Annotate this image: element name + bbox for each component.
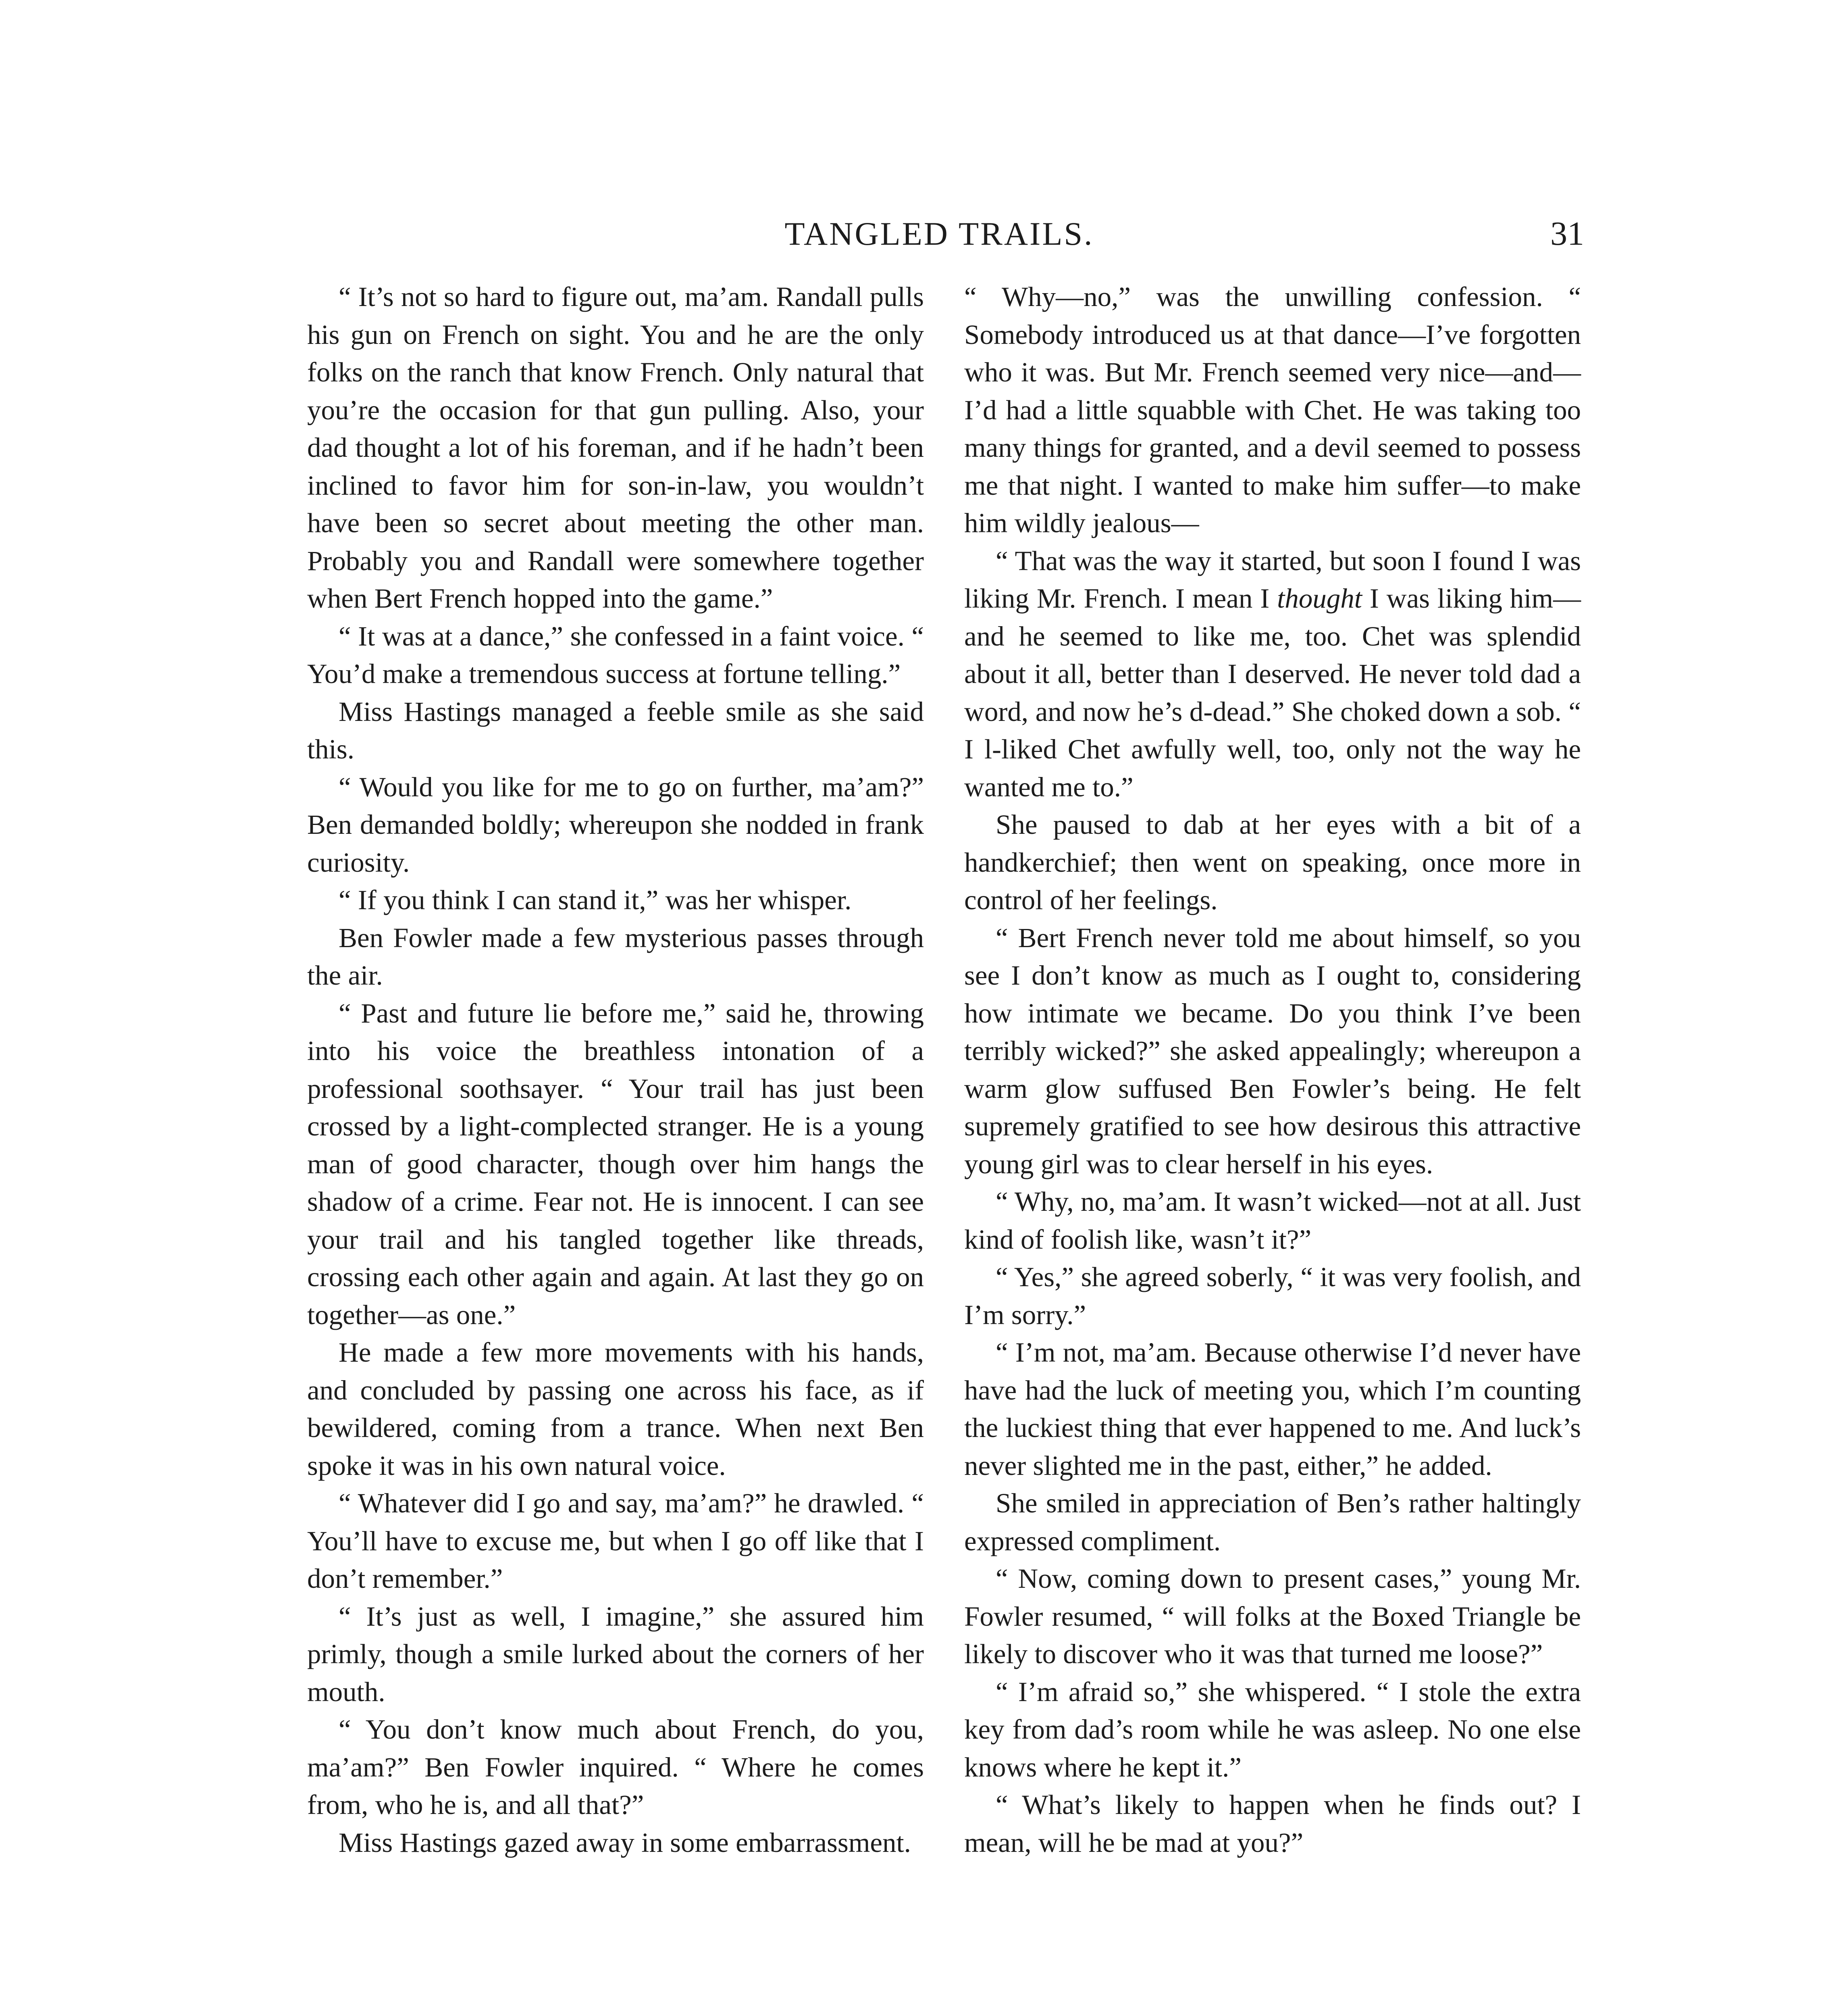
paragraph: “ Bert French never told me about himself, so you see I don’t know as much as I ought to, considering how intimate we became. Do you think I’ve been terribly wicked?” she asked appealingly; whereupon a warm glow suffused Ben Fowler’s being. He felt supremely gratified to see how desirous this attractive young girl was to clear herself in his eyes.: [964, 922, 1581, 1179]
paragraph: “ Why, no, ma’am. It wasn’t wicked—not at all. Just kind of foolish like, wasn’t it?”: [964, 1186, 1581, 1255]
paragraph: “ Why—no,” was the unwilling confession. “ Somebody introduced us at that dance—I’ve forgotten who it was. But Mr. French seemed very nice—and—I’d had a little squabble with Chet. He was taking too many things for granted, and a devil seemed to possess me that night. I wanted to make him suffer—to make him wildly jealous—: [964, 281, 1581, 538]
italic-word: thought: [1277, 583, 1362, 614]
paragraph: “ Would you like for me to go on further, ma’am?” Ben demanded boldly; whereupon she nodded in frank curiosity.: [307, 771, 924, 878]
paragraph: “ Yes,” she agreed soberly, “ it was very foolish, and I’m sorry.”: [964, 1262, 1581, 1330]
paragraph: “ I’m afraid so,” she whispered. “ I stole the extra key from dad’s room while he was asleep. No one else knows where he kept it.”: [964, 1676, 1581, 1783]
paragraph: “ You don’t know much about French, do you, ma’am?” Ben Fowler inquired. “ Where he comes from, who he is, and all that?”: [307, 1714, 924, 1820]
text-span: I was liking him—and he seemed to like me, too. Chet was splendid about it all, better than I deserved. He never told dad a word, and now he’s d-dead.” She choked down a sob. “ I l-liked Chet awfully well, too, only not the way he wanted me to.”: [964, 583, 1581, 802]
paragraph: Miss Hastings gazed away in some embarrassment.: [339, 1827, 911, 1858]
text-span: “ That was the way it started, but soon I found I was liking Mr. French. I mean I: [964, 545, 1581, 614]
paragraph-with-italic: [964, 542, 1581, 806]
paragraph: “ If you think I can stand it,” was her whisper.: [339, 885, 852, 915]
left-column: [307, 278, 924, 1862]
paragraph: “ What’s likely to happen when he finds out? I mean, will he be mad at you?”: [964, 1789, 1581, 1858]
page-header: [294, 210, 1584, 258]
paragraph: “ It was at a dance,” she confessed in a faint voice. “ You’d make a tremendous success at fortune telling.”: [307, 621, 924, 689]
paragraph: She smiled in appreciation of Ben’s rather haltingly expressed compliment.: [964, 1488, 1581, 1556]
paragraph: Miss Hastings managed a feeble smile as she said this.: [307, 696, 924, 764]
paragraph: He made a few more movements with his hands, and concluded by passing one across his face, as if bewildered, coming from a trance. When next Ben spoke it was in his own natural voice.: [307, 1337, 924, 1481]
running-title: TANGLED TRAILS.: [784, 215, 1094, 252]
paragraph: “ I’m not, ma’am. Because otherwise I’d never have have had the luck of meeting you, which I’m counting the luckiest thing that ever happened to me. And luck’s never slighted me in the past, either,” he added.: [964, 1337, 1581, 1481]
paragraph: “ It’s not so hard to figure out, ma’am. Randall pulls his gun on French on sight. You and he are the only folks on the ranch that know French. Only natural that you’re the occasion for that gun pulling. Also, your dad thought a lot of his foreman, and if he hadn’t been inclined to favor him for son-in-law, you wouldn’t have been so secret about meeting the other man. Probably you and Randall were somewhere together when Bert French hopped into the game.”: [307, 281, 924, 614]
paragraph: She paused to dab at her eyes with a bit of a handkerchief; then went on speaking, once more in control of her feelings.: [964, 809, 1581, 915]
page-number: 31: [1550, 215, 1584, 252]
text-columns: [307, 278, 1581, 1862]
paragraph: “ Now, coming down to present cases,” young Mr. Fowler resumed, “ will folks at the Boxed Triangle be likely to discover who it was that turned me loose?”: [964, 1563, 1581, 1669]
paragraph: Ben Fowler made a few mysterious passes through the air.: [307, 922, 924, 991]
paragraph: “ Past and future lie before me,” said he, throwing into his voice the breathless intonation of a professional soothsayer. “ Your trail has just been crossed by a light-complected stranger. He is a young man of good character, though over him hangs the shadow of a crime. Fear not. He is innocent. I can see your trail and his tangled together like threads, crossing each other again and again. At last they go on together—as one.”: [307, 998, 924, 1330]
paragraph: “ Whatever did I go and say, ma’am?” he drawled. “ You’ll have to excuse me, but when I go off like that I don’t remember.”: [307, 1488, 924, 1594]
paragraph: “ It’s just as well, I imagine,” she assured him primly, though a smile lurked about the corners of her mouth.: [307, 1601, 924, 1707]
right-column: [964, 278, 1581, 1862]
